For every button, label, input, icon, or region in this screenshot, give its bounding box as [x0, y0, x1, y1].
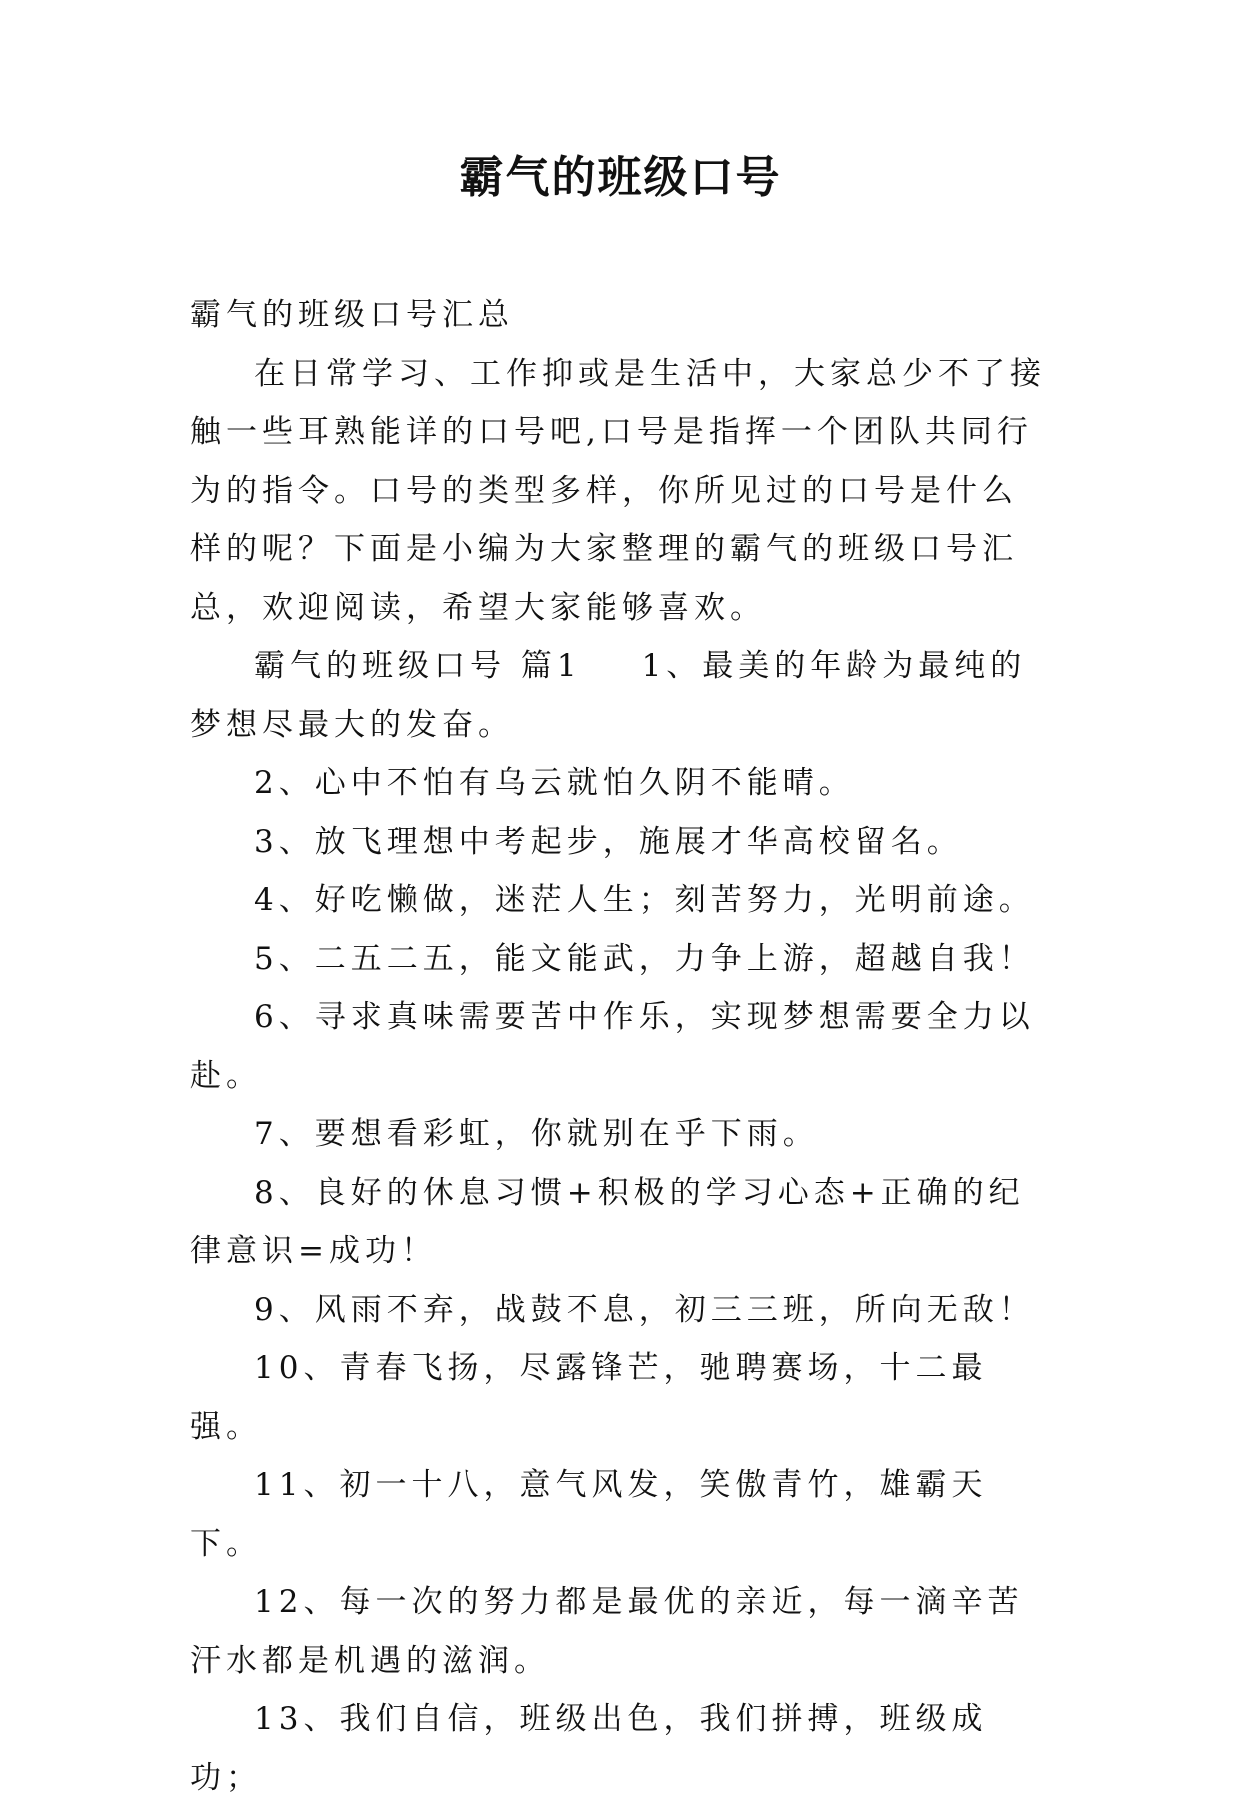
- slogan-item: 7、要想看彩虹，你就别在乎下雨。: [254, 1116, 819, 1152]
- document-title: 霸气的班级口号: [459, 152, 782, 203]
- slogan-item: 10、青春飞扬，尽露锋芒，驰聘赛场，十二最强。: [190, 1350, 988, 1445]
- slogan-item: 13、我们自信，班级出色，我们拼搏，班级成功；: [190, 1701, 988, 1796]
- slogan-item: 9、风雨不弃，战鼓不息，初三三班，所向无敌！: [254, 1291, 1035, 1328]
- document-body: [190, 286, 1050, 1807]
- slogan-item: 8、良好的休息习惯+积极的学习心态+正确的纪律意识=成功！: [190, 1174, 1025, 1269]
- intro-paragraph: 在日常学习、工作抑或是生活中，大家总少不了接触一些耳熟能详的口号吧,口号是指挥一个团队共同行为的指令。口号的类型多样，你所见过的口号是什么样的呢？下面是小编为大家整理的霸气的班级口号汇总，欢迎阅读，希望大家能够喜欢。: [190, 355, 1046, 626]
- slogan-item: 2、心中不怕有乌云就怕久阴不能晴。: [254, 765, 855, 801]
- slogan-item: 12、每一次的努力都是最优的亲近，每一滴辛苦汗水都是机遇的滋润。: [190, 1584, 1024, 1679]
- slogan-item: 1、最美的年龄为最纯的梦想尽最大的发奋。: [190, 648, 1027, 743]
- slogan-item: 5、二五二五，能文能武，力争上游，超越自我！: [254, 940, 1035, 977]
- slogan-item: 11、初一十八，意气风发，笑傲青竹，雄霸天下。: [190, 1467, 988, 1562]
- document-subtitle: 霸气的班级口号汇总: [190, 297, 514, 333]
- slogan-item: 4、好吃懒做，迷茫人生；刻苦努力，光明前途。: [254, 882, 1035, 918]
- section-heading: 霸气的班级口号 篇1: [254, 648, 582, 684]
- slogan-item: 6、寻求真味需要苦中作乐，实现梦想需要全力以赴。: [190, 999, 1035, 1094]
- slogan-item: 3、放飞理想中考起步，施展才华高校留名。: [254, 823, 963, 860]
- section-first-paragraph: [190, 637, 1050, 754]
